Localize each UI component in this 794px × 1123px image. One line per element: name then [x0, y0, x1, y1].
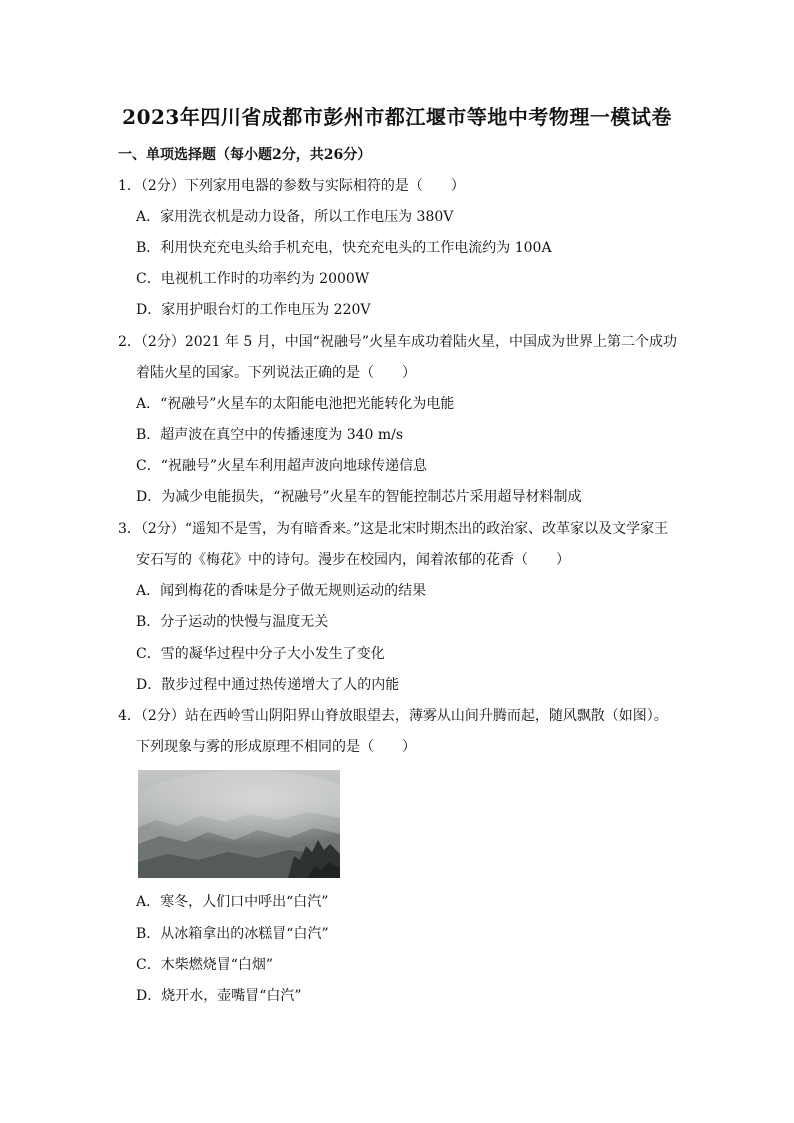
- question-1-option-a: A．家用洗衣机是动力设备，所以工作电压为 380V: [136, 209, 454, 225]
- question-3-option-d: D．散步过程中通过热传递增大了人的内能: [136, 677, 400, 693]
- question-1-option-b: B．利用快充充电头给手机充电，快充充电头的工作电流约为 100A: [136, 240, 552, 256]
- question-2-option-d: D．为减少电能损失，“祝融号”火星车的智能控制芯片采用超导材料制成: [136, 489, 582, 505]
- foggy-mountain-photo: [138, 770, 340, 878]
- question-3-option-b: B．分子运动的快慢与温度无关: [136, 614, 329, 630]
- question-3-stem-cont: 安石写的《梅花》中的诗句。漫步在校园内，闻着浓郁的花香（ ）: [136, 552, 570, 568]
- question-4-option-c: C．木柴燃烧冒“白烟”: [136, 957, 274, 973]
- question-2-stem: 2．（2分）2021 年 5 月，中国“祝融号”火星车成功着陆火星，中国成为世界上第二个成功: [118, 334, 678, 350]
- question-1-option-c: C．电视机工作时的功率约为 2000W: [136, 271, 370, 287]
- question-4-option-b: B．从冰箱拿出的冰糕冒“白汽”: [136, 926, 329, 942]
- question-4-stem: 4．（2分）站在西岭雪山阴阳界山脊放眼望去，薄雾从山间升腾而起，随风飘散（如图）。: [118, 708, 668, 724]
- question-1-stem: 1．（2分）下列家用电器的参数与实际相符的是（ ）: [118, 178, 465, 194]
- question-2-option-c: C．“祝融号”火星车利用超声波向地球传递信息: [136, 458, 428, 474]
- question-2-stem-cont: 着陆火星的国家。下列说法正确的是（ ）: [136, 365, 416, 381]
- question-1-option-d: D．家用护眼台灯的工作电压为 220V: [136, 302, 371, 318]
- section-heading: 一、单项选择题（每小题2分，共26分）: [118, 147, 372, 163]
- question-3-stem: 3．（2分）“遥知不是雪，为有暗香来。”这是北宋时期杰出的政治家、改革家以及文学家王: [118, 521, 669, 537]
- question-3-option-a: A．闻到梅花的香味是分子做无规则运动的结果: [136, 583, 427, 599]
- question-2-option-b: B．超声波在真空中的传播速度为 340 m/s: [136, 427, 404, 443]
- question-3-option-c: C．雪的凝华过程中分子大小发生了变化: [136, 646, 385, 662]
- page-title: 2023年四川省成都市彭州市都江堰市等地中考物理一模试卷: [122, 105, 672, 129]
- question-4-stem-cont: 下列现象与雾的形成原理不相同的是（ ）: [136, 739, 416, 755]
- question-2-option-a: A．“祝融号”火星车的太阳能电池把光能转化为电能: [136, 396, 455, 412]
- question-4-option-a: A．寒冬，人们口中呼出“白汽”: [136, 894, 329, 910]
- question-4-option-d: D．烧开水，壶嘴冒“白汽”: [136, 988, 302, 1004]
